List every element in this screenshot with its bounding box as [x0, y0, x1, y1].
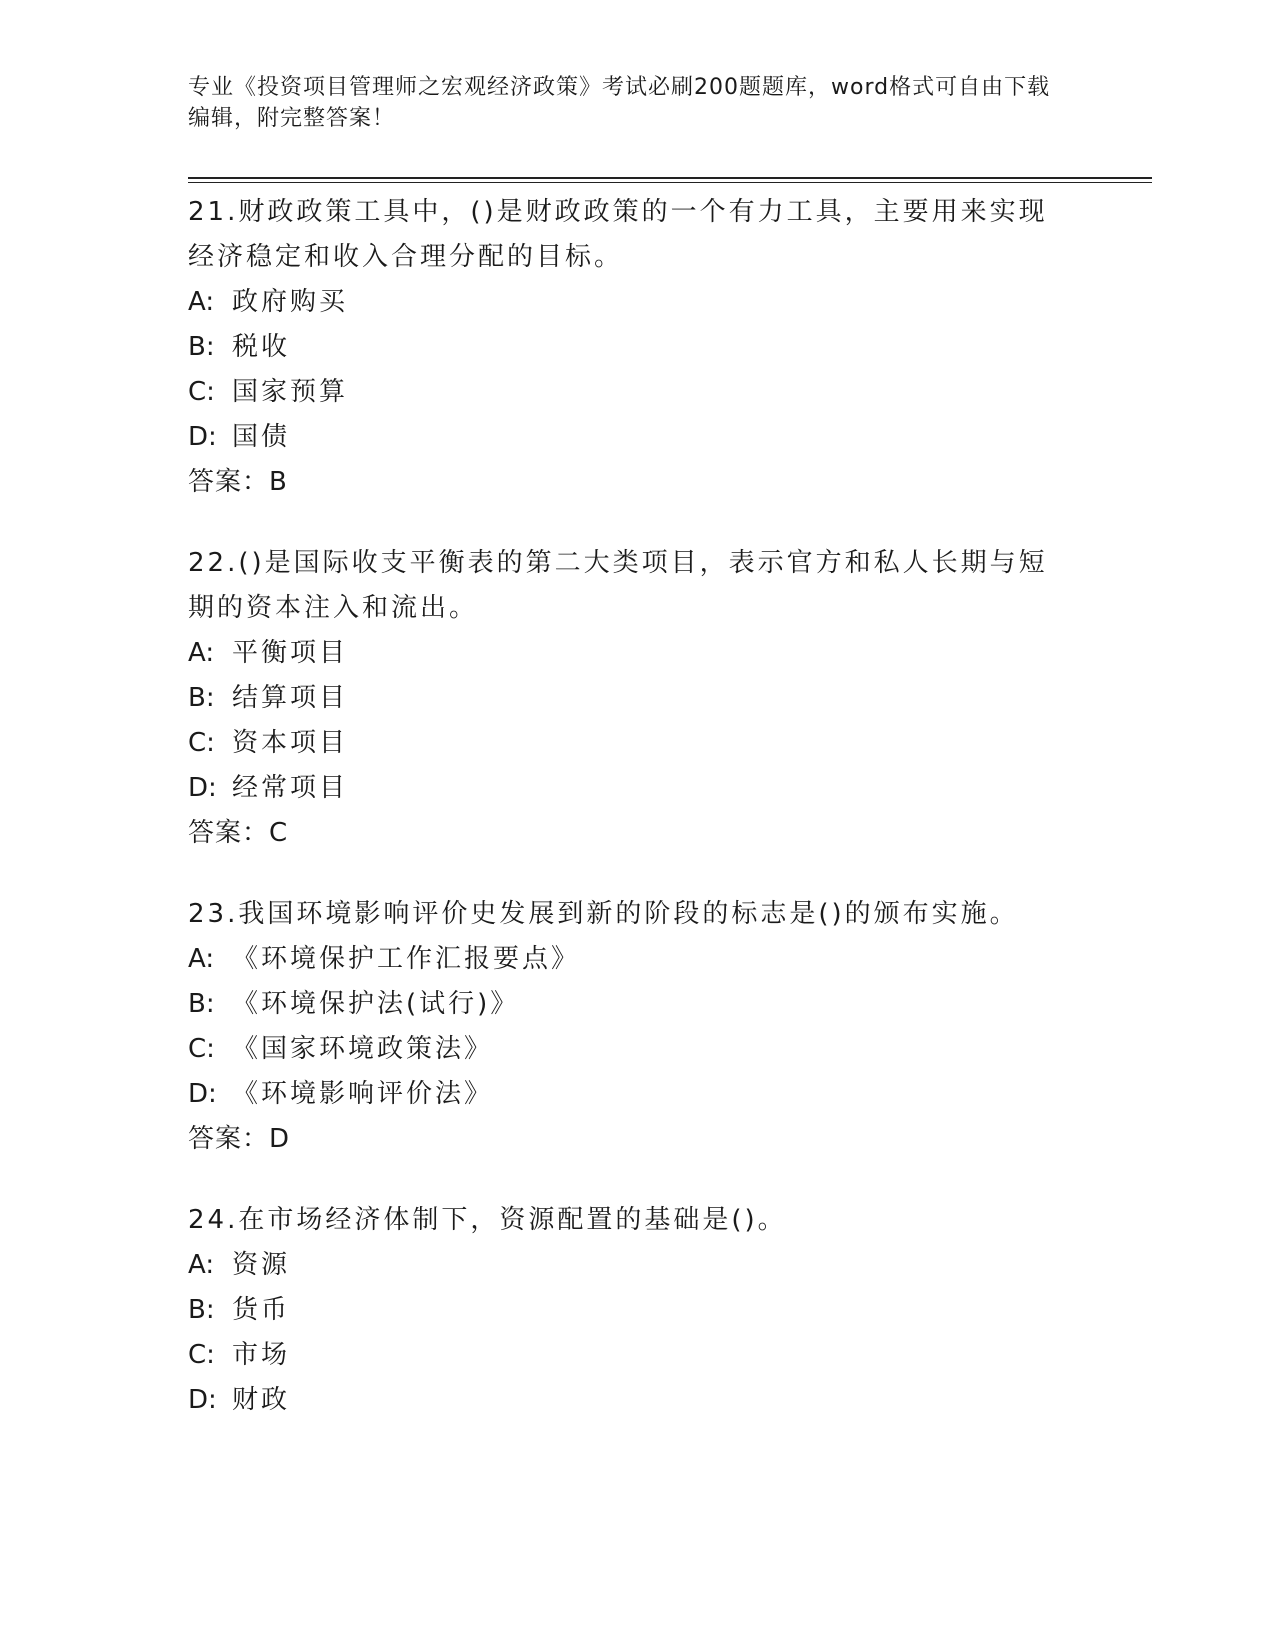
option-text: 资本项目	[232, 728, 349, 758]
option-d	[188, 1072, 1088, 1117]
option-text: 政府购买	[232, 287, 349, 317]
option-key: B:	[188, 989, 215, 1019]
option-text: 《环境保护工作汇报要点》	[232, 944, 581, 974]
header-divider-thin	[188, 182, 1152, 183]
option-key: A:	[188, 287, 215, 317]
option-c	[188, 1333, 1088, 1378]
option-key: C:	[188, 377, 215, 407]
option-text: 平衡项目	[232, 638, 349, 668]
answer-line: 答案：C	[188, 818, 289, 848]
option-key: D:	[188, 1079, 217, 1109]
question-21	[188, 190, 1088, 505]
option-key: D:	[188, 1385, 217, 1415]
option-key: B:	[188, 332, 215, 362]
answer-line: 答案：B	[188, 467, 288, 497]
option-text: 税收	[232, 332, 291, 362]
option-b	[188, 676, 1088, 721]
option-d	[188, 766, 1088, 811]
question-stem: 23.我国环境影响评价史发展到新的阶段的标志是()的颁布实施。	[188, 899, 1019, 929]
option-key: D:	[188, 773, 217, 803]
question-23	[188, 892, 1088, 1162]
option-b	[188, 325, 1088, 370]
option-text: 市场	[232, 1340, 291, 1370]
question-stem: 24.在市场经济体制下，资源配置的基础是()。	[188, 1205, 787, 1235]
option-key: D:	[188, 422, 217, 452]
option-c	[188, 370, 1088, 415]
document-header: 专业《投资项目管理师之宏观经济政策》考试必刷200题题库，word格式可自由下载编辑，附完整答案！	[188, 75, 1051, 131]
option-a	[188, 1243, 1088, 1288]
option-key: C:	[188, 1340, 215, 1370]
option-d	[188, 1378, 1088, 1423]
option-d	[188, 415, 1088, 460]
option-text: 货币	[232, 1295, 291, 1325]
option-key: B:	[188, 1295, 215, 1325]
option-b	[188, 982, 1088, 1027]
answer-line: 答案：D	[188, 1124, 291, 1154]
question-22	[188, 541, 1088, 856]
option-key: B:	[188, 683, 215, 713]
option-a	[188, 937, 1088, 982]
header-divider-thick	[188, 177, 1152, 179]
question-24	[188, 1198, 1088, 1423]
question-stem: 21.财政政策工具中，()是财政政策的一个有力工具，主要用来实现经济稳定和收入合理分配的目标。	[188, 197, 1048, 272]
option-c	[188, 721, 1088, 766]
option-text: 国家预算	[232, 377, 349, 407]
option-text: 《环境影响评价法》	[232, 1079, 494, 1109]
option-text: 资源	[232, 1250, 291, 1280]
option-text: 《国家环境政策法》	[232, 1034, 494, 1064]
option-key: A:	[188, 1250, 215, 1280]
option-a	[188, 280, 1088, 325]
question-list	[188, 190, 1088, 1459]
option-key: A:	[188, 638, 215, 668]
option-key: A:	[188, 944, 215, 974]
option-key: C:	[188, 1034, 215, 1064]
option-text: 财政	[232, 1385, 291, 1415]
option-text: 《环境保护法(试行)》	[232, 989, 520, 1019]
option-text: 国债	[232, 422, 291, 452]
option-text: 结算项目	[232, 683, 349, 713]
question-stem: 22.()是国际收支平衡表的第二大类项目，表示官方和私人长期与短期的资本注入和流出。	[188, 548, 1048, 623]
option-c	[188, 1027, 1088, 1072]
option-text: 经常项目	[232, 773, 349, 803]
option-b	[188, 1288, 1088, 1333]
option-a	[188, 631, 1088, 676]
option-key: C:	[188, 728, 215, 758]
